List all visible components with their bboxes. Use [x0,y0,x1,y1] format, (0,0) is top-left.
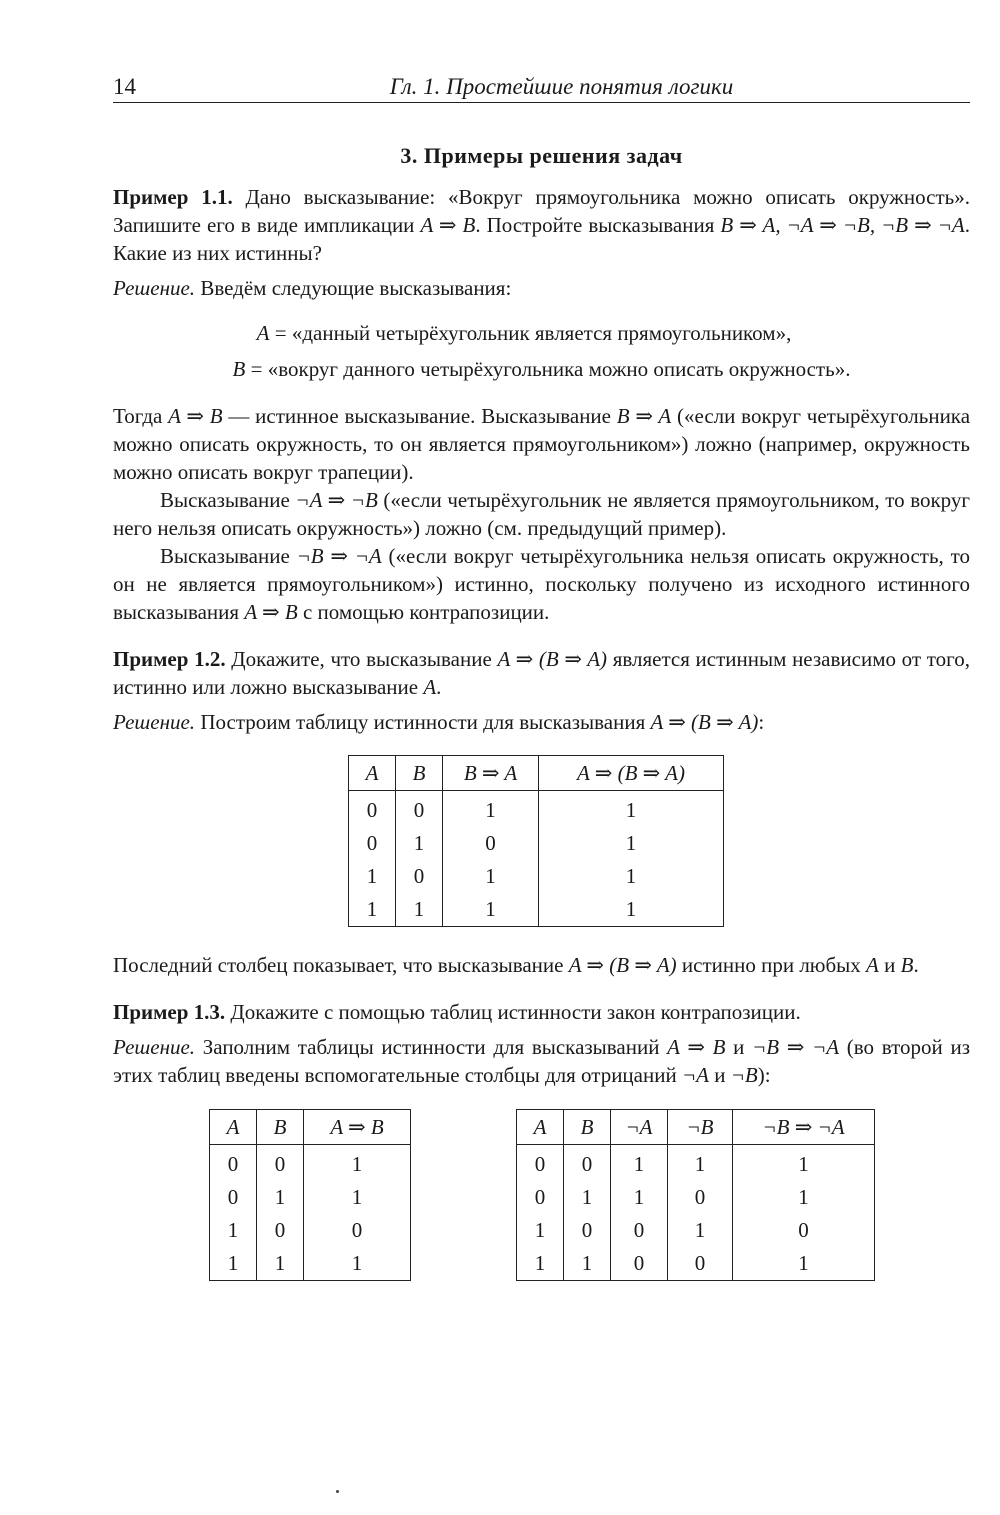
table-cell: 1 [611,1145,668,1182]
table-cell: 1 [257,1181,304,1214]
column-header: ¬B ⇒ ¬A [733,1110,875,1145]
formula: A ⇒ (B ⇒ A) [650,710,759,734]
formula: A ⇒ B [420,213,476,237]
paragraph: Последний столбец показывает, что высказывание A ⇒ (B ⇒ A) истинно при любых A и B. [113,953,919,977]
formula: B ⇒ A, ¬A ⇒ ¬B, ¬B ⇒ ¬A [720,213,965,237]
table-row [210,1247,411,1281]
table-cell: 0 [396,791,443,828]
column-header: A ⇒ (B ⇒ A) [539,756,724,791]
table-header-row [210,1110,411,1145]
table-cell: 1 [443,791,539,828]
column-header: A ⇒ B [304,1110,411,1145]
table-cell: 0 [564,1145,611,1182]
table-row [517,1145,875,1182]
table-cell: 0 [443,827,539,860]
solution-1-3: Решение. Заполним таблицы истинности для высказываний A ⇒ B и ¬B ⇒ ¬A (во второй из этих таблиц введены вспомогательные столбцы для отрицаний ¬A и ¬B): [113,1035,970,1087]
table-row [349,827,724,860]
column-header: A [349,756,396,791]
table-cell: 0 [349,791,396,828]
paragraph: Высказывание ¬A ⇒ ¬B («если четырёхугольник не является прямоугольником, то вокруг него нельзя описать окружность») ложно (см. предыдущий пример). [113,488,971,540]
paragraph: Тогда A ⇒ B — истинное высказывание. Высказывание B ⇒ A («если вокруг четырёхугольника можно описать окружность, то он является прямоугольником») ложно (например, окружность можно описать вокруг трапеции). [113,404,971,484]
table-cell: 0 [210,1145,257,1182]
table-cell: 0 [733,1214,875,1247]
table-cell: 1 [304,1145,411,1182]
example-1-1: Пример 1.1. Дано высказывание: «Вокруг прямоугольника можно описать окружность». Запишите его в виде импликации A ⇒ B. Постройте высказывания B ⇒ A, ¬A ⇒ ¬B, ¬B ⇒ ¬A. Какие из них истинны? [113,185,971,265]
table-cell: 0 [517,1181,564,1214]
solution-label: Решение. [113,710,196,734]
table-cell: 0 [564,1214,611,1247]
column-header: A [517,1110,564,1145]
column-header: A [210,1110,257,1145]
table-cell: 0 [517,1145,564,1182]
table-cell: 1 [733,1181,875,1214]
book-page [113,70,970,1294]
table-cell: 1 [257,1247,304,1281]
formula: ¬B ⇒ ¬A [752,1035,840,1059]
table-cell: 0 [668,1247,733,1281]
table-cell: 1 [539,860,724,893]
example-1-2: Пример 1.2. Докажите, что высказывание A ⇒ (B ⇒ A) является истинным независимо от того, истинно или ложно высказывание A. [113,647,970,699]
definition-b: B = «вокруг данного четырёхугольника можно описать окружность». [232,357,851,381]
running-head: Гл. 1. Простейшие понятия логики [389,74,734,99]
table-cell: 1 [396,893,443,927]
solution-label: Решение. [113,1035,196,1059]
table-cell: 1 [668,1145,733,1182]
formula: A ⇒ B [667,1035,726,1059]
table-cell: 0 [396,860,443,893]
definitions-block [113,315,970,387]
table-cell: 0 [668,1181,733,1214]
example-label: Пример 1.2. [113,647,226,671]
formula: A ⇒ (B ⇒ A) [497,647,608,671]
table-cell: 0 [257,1145,304,1182]
table-cell: 1 [210,1247,257,1281]
table-cell: 1 [733,1145,875,1182]
example-1-3: Пример 1.3. Докажите с помощью таблиц истинности закон контрапозиции. [113,1000,801,1024]
table-cell: 1 [564,1247,611,1281]
table-cell: 1 [668,1214,733,1247]
table-cell: 1 [517,1214,564,1247]
table-cell: 1 [539,827,724,860]
table-row [517,1247,875,1281]
table-header-row [517,1110,875,1145]
formula: ¬B ⇒ ¬A [296,544,382,568]
solution-1-2: Решение. Построим таблицу истинности для высказывания A ⇒ (B ⇒ A): [113,710,765,734]
solution-label: Решение. [113,276,196,300]
table-row [517,1181,875,1214]
formula: B ⇒ A [616,404,672,428]
section-title: 3. Примеры решения задач [400,143,683,168]
table-cell: 0 [349,827,396,860]
table-cell: 1 [349,860,396,893]
table-cell: 1 [539,791,724,828]
table-cell: 1 [304,1181,411,1214]
solution-1-1: Решение. Введём следующие высказывания: [113,276,512,300]
page-header [113,70,970,103]
table-cell: 1 [443,893,539,927]
table-cell: 0 [611,1247,668,1281]
column-header: B [257,1110,304,1145]
table-cell: 0 [304,1214,411,1247]
definition-a: A = «данный четырёхугольник является прямоугольником», [256,321,792,345]
table-cell: 1 [517,1247,564,1281]
table-cell: 1 [443,860,539,893]
table-cell: 1 [611,1181,668,1214]
table-cell: 1 [539,893,724,927]
paragraph: Высказывание ¬B ⇒ ¬A («если вокруг четырёхугольника нельзя описать окружность, то он не является прямоугольником») истинно, поскольку получено из исходного истинного высказывания A ⇒ B с помощью контрапозиции. [113,544,970,624]
scan-speck [336,1490,339,1493]
table-row [210,1181,411,1214]
truth-table-not-b-implies-not-a [516,1109,875,1281]
truth-table-implication [348,755,724,927]
table-cell: 1 [396,827,443,860]
formula: A ⇒ B [168,404,223,428]
table-cell: 0 [257,1214,304,1247]
column-header: B ⇒ A [443,756,539,791]
example-label: Пример 1.3. [113,1000,226,1024]
table-cell: 0 [210,1181,257,1214]
table-row [349,893,724,927]
column-header: B [396,756,443,791]
truth-table-a-implies-b [209,1109,411,1281]
table-header-row [349,756,724,791]
column-header: B [564,1110,611,1145]
example-label: Пример 1.1. [113,185,233,209]
table-cell: 1 [733,1247,875,1281]
contraposition-tables [113,1109,970,1294]
table-cell: 1 [349,893,396,927]
table-cell: 0 [611,1214,668,1247]
column-header: ¬B [668,1110,733,1145]
formula: ¬A ⇒ ¬B [295,488,378,512]
formula: A [423,675,437,699]
table-row [210,1214,411,1247]
formula: A ⇒ B [244,600,298,624]
table-row [517,1214,875,1247]
formula: A ⇒ (B ⇒ A) [568,953,677,977]
table-row [349,860,724,893]
column-header: ¬A [611,1110,668,1145]
table-cell: 1 [210,1214,257,1247]
table-row [349,791,724,828]
page-number: 14 [113,74,136,99]
table-cell: 1 [564,1181,611,1214]
table-row [210,1145,411,1182]
table-cell: 1 [304,1247,411,1281]
